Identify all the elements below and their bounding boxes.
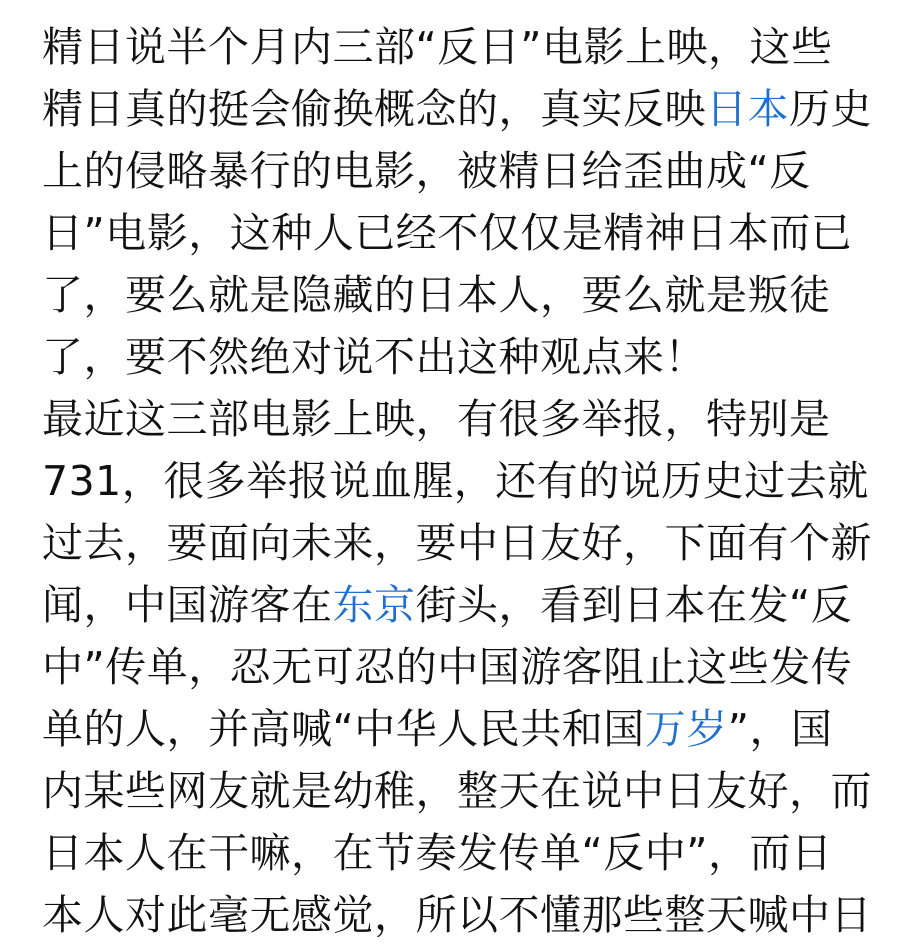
keyword-link[interactable]: 东京: [332, 581, 416, 629]
text-segment: 历史: [789, 85, 872, 133]
text-line: [42, 884, 872, 946]
text-segment: ”，国: [727, 705, 833, 753]
text-line: [42, 698, 872, 760]
text-segment: 内某些网友就是幼稚，整天在说中日友好，而: [42, 767, 872, 815]
text-segment: 了，要不然绝对说不出这种观点来！: [42, 333, 706, 381]
text-segment: 日”电影，这种人已经不仅仅是精神日本而已: [42, 209, 853, 257]
text-line: [42, 574, 872, 636]
paragraph: [42, 16, 872, 388]
text-line: [42, 388, 872, 450]
paragraph: [42, 388, 872, 946]
keyword-link[interactable]: 日本: [706, 85, 789, 133]
text-segment: 过去，要面向未来，要中日友好，下面有个新: [42, 519, 872, 567]
text-line: [42, 822, 872, 884]
keyword-link[interactable]: 万岁: [644, 705, 728, 753]
text-segment: 上的侵略暴行的电影，被精日给歪曲成“反: [42, 147, 811, 195]
text-segment: 闻，中国游客在: [42, 581, 333, 629]
text-segment: 精日说半个月内三部“反日”电影上映，这些: [42, 23, 833, 71]
text-segment: 中”传单，忍无可忍的中国游客阻止这些发传: [42, 643, 853, 691]
text-line: [42, 264, 872, 326]
text-line: [42, 450, 872, 512]
text-segment: 了，要么就是隐藏的日本人，要么就是叛徒: [42, 271, 831, 319]
text-segment: 街头，看到日本在发“反: [415, 581, 853, 629]
text-line: [42, 140, 872, 202]
text-segment: 731，很多举报说血腥，还有的说历史过去就: [42, 457, 869, 505]
text-line: [42, 78, 872, 140]
text-segment: 单的人，并高喊“中华人民共和国: [42, 705, 645, 753]
text-line: [42, 512, 872, 574]
text-segment: 精日真的挺会偷换概念的，真实反映: [42, 85, 706, 133]
text-line: [42, 16, 872, 78]
text-line: [42, 760, 872, 822]
text-line: [42, 636, 872, 698]
article-body: [42, 16, 872, 946]
text-segment: 本人对此毫无感觉，所以不懂那些整天喊中日: [42, 891, 872, 939]
text-line: [42, 202, 872, 264]
text-segment: 日本人在干嘛，在节奏发传单“反中”，而日: [42, 829, 833, 877]
text-segment: 最近这三部电影上映，有很多举报，特别是: [42, 395, 831, 443]
text-line: [42, 326, 872, 388]
